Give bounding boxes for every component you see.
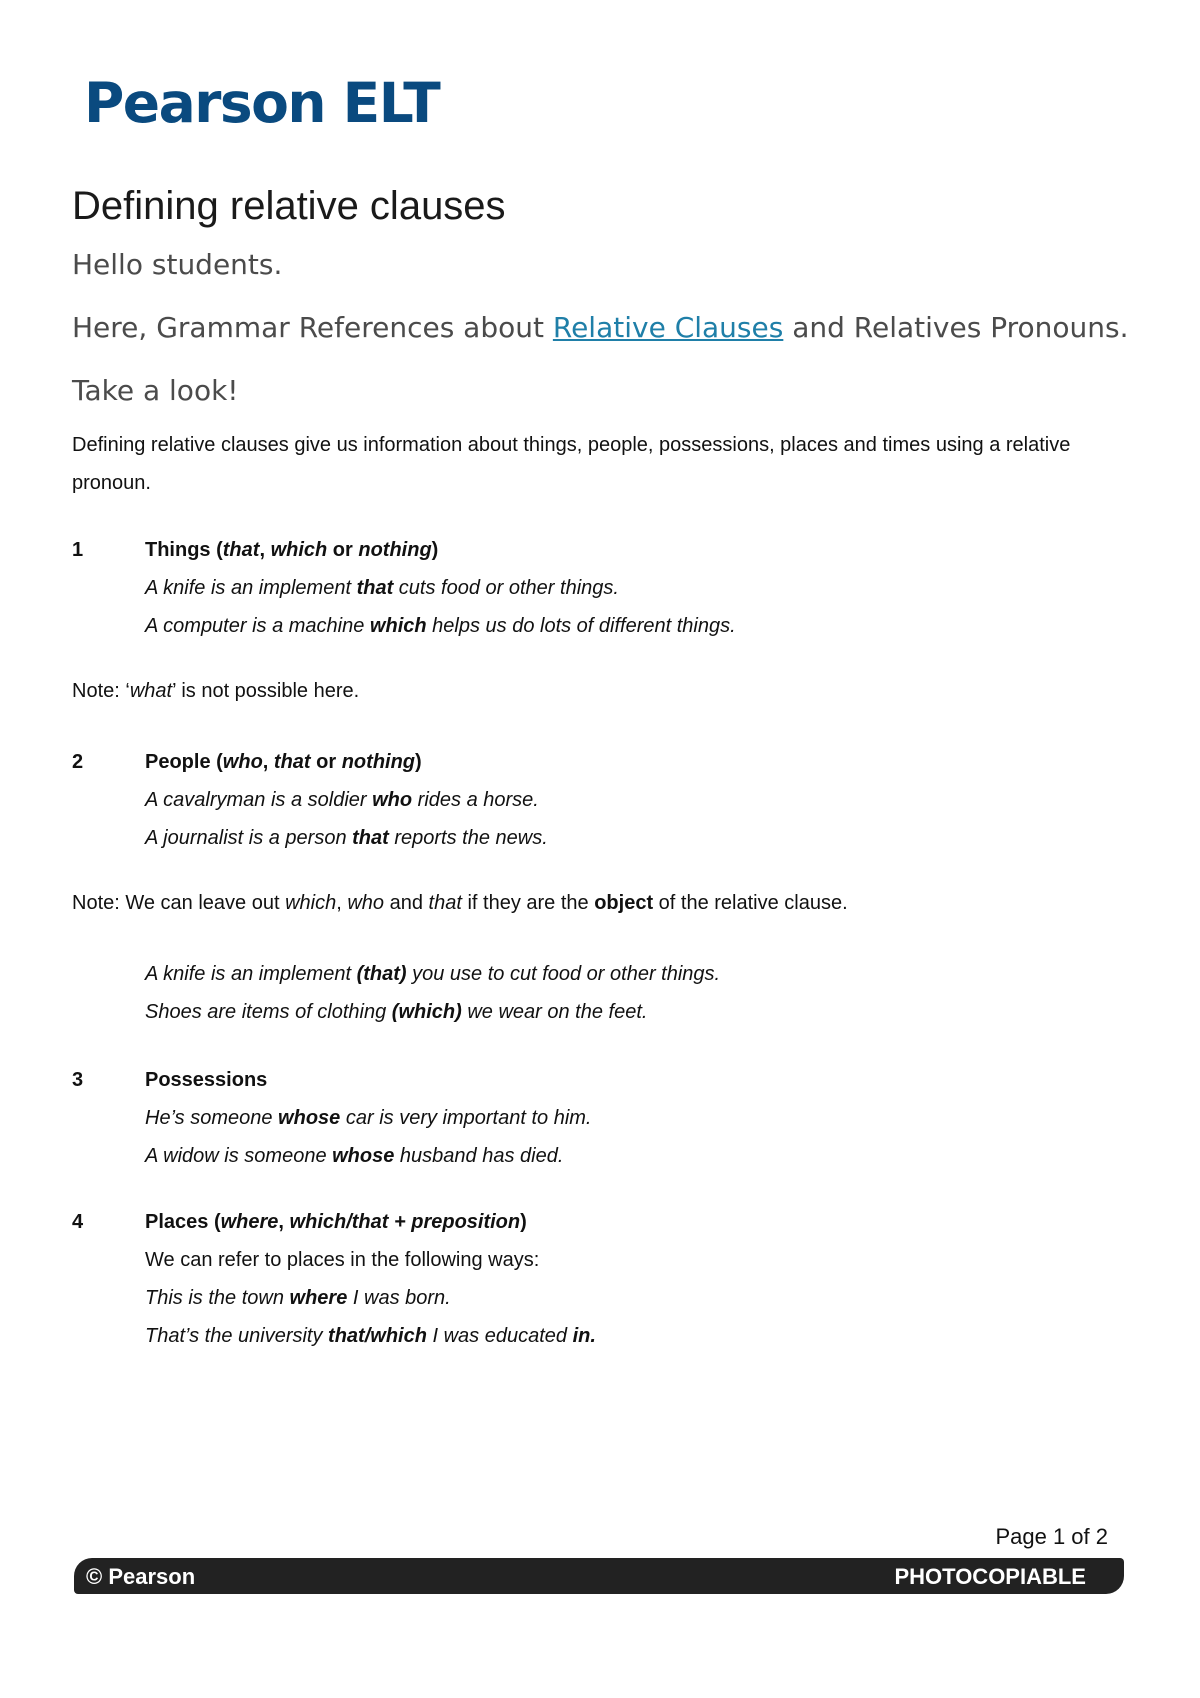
- section-heading: Places (where, which/that + preposition): [145, 1211, 527, 1233]
- photocopiable-label: PHOTOCOPIABLE: [894, 1564, 1086, 1589]
- section-number: 2: [72, 751, 84, 773]
- example-sentence: He’s someone whose car is very important to him.: [145, 1107, 592, 1129]
- copyright-label: © Pearson: [86, 1564, 196, 1589]
- section-number: 3: [72, 1069, 84, 1091]
- section-heading: Things (that, which or nothing): [145, 539, 439, 561]
- definition-paragraph: Defining relative clauses give us information about things, people, possessions, places and times using a relative pronoun.: [72, 434, 1071, 494]
- example-sentence: A knife is an implement that cuts food or other things.: [145, 577, 619, 599]
- example-sentence: A journalist is a person that reports the news.: [145, 827, 548, 849]
- example-sentence: A knife is an implement (that) you use to cut food or other things.: [145, 963, 721, 985]
- section-heading: People (who, that or nothing): [145, 751, 422, 773]
- note-what: Note: ‘what’ is not possible here.: [72, 680, 360, 702]
- section-heading: Possessions: [145, 1069, 268, 1091]
- page-number: Page 1 of 2: [995, 1524, 1108, 1549]
- page-title: Defining relative clauses: [72, 184, 506, 228]
- example-sentence: Shoes are items of clothing (which) we wear on the feet.: [145, 1001, 648, 1023]
- example-sentence: A widow is someone whose husband has died.: [145, 1145, 564, 1167]
- example-sentence: A cavalryman is a soldier who rides a horse.: [145, 789, 539, 811]
- footer-bar: [74, 1558, 1124, 1594]
- intro-line: Here, Grammar References about Relative Clauses and Relatives Pronouns.: [72, 311, 1129, 344]
- example-sentence: That’s the university that/which I was educated in.: [145, 1325, 596, 1347]
- example-sentence: This is the town where I was born.: [145, 1287, 451, 1309]
- pearson-elt-logo: Pearson ELT: [84, 71, 440, 135]
- relative-clauses-link[interactable]: Relative Clauses: [552, 311, 784, 344]
- section-number: 4: [72, 1211, 84, 1233]
- section-number: 1: [72, 539, 84, 561]
- section-places: [72, 1203, 1112, 1355]
- object-examples: [72, 955, 720, 1031]
- section-things: [72, 531, 1112, 645]
- note-leave-out: Note: We can leave out which, who and that if they are the object of the relative clause.: [72, 892, 848, 914]
- greeting: Hello students.: [72, 248, 283, 281]
- take-a-look: Take a look!: [72, 374, 239, 407]
- section-intro: We can refer to places in the following ways:: [145, 1249, 540, 1271]
- example-sentence: A computer is a machine which helps us do lots of different things.: [145, 615, 736, 637]
- section-people: [72, 743, 1112, 857]
- section-possessions: [72, 1061, 1112, 1175]
